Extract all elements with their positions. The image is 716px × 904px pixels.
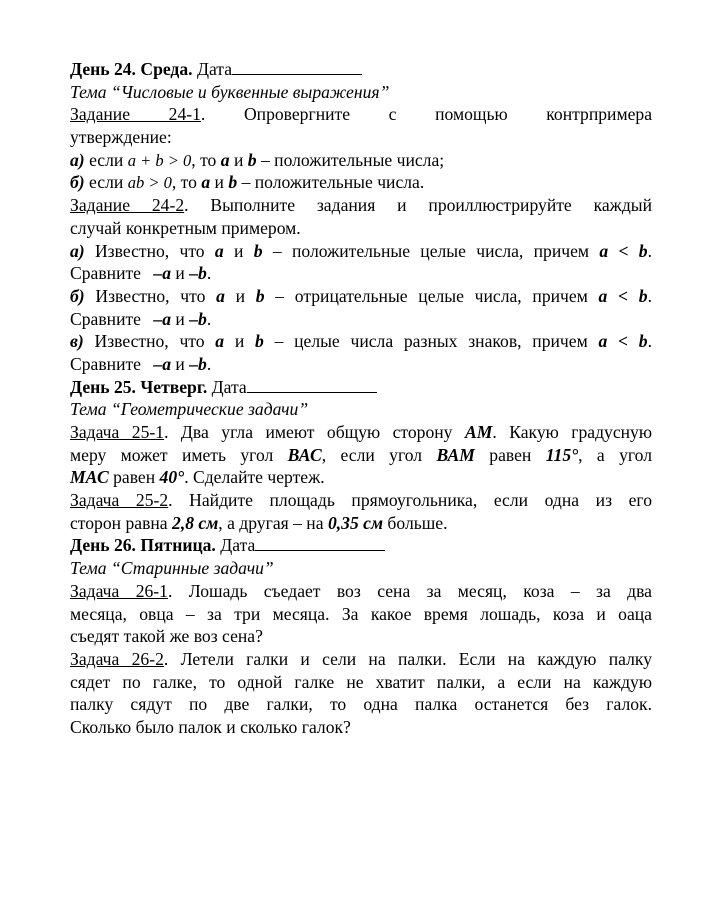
task-26-2-line1 [70,648,652,671]
degree-value: 40° [159,467,185,488]
item-label: б) [70,285,85,306]
ray-am: АМ [464,422,493,442]
var-a: a [201,172,211,193]
conj: и [175,263,185,284]
conj: и [234,240,244,261]
task-text: . Сделайте чертеж. [184,467,325,488]
task-24-1-line2: утверждение: [70,127,172,148]
item-a-label: а) [70,149,85,170]
task-text: больше. [387,512,448,533]
task-24-2-line1 [70,194,652,217]
day24-date-label: Дата [196,59,233,79]
task-text: , а другая – на [218,512,324,533]
task-25-2-label: Задача 25-2 [70,490,169,511]
period: . [206,353,212,374]
day24-date-blank [232,60,362,75]
task-text: , а угол [578,444,653,465]
task-26-1-line1 [70,580,652,603]
var-b: b [247,149,257,170]
document-page [70,58,652,739]
angle-bac: ВАС [287,444,322,465]
task-25-1-label: Задача 25-1 [70,422,165,442]
day26-heading-line [70,534,652,557]
task-24-1-label: Задание 24-1 [70,104,201,125]
task-24-2-line2: случай конкретным примером. [70,217,301,238]
task-24-2-item-a [70,240,652,263]
task-26-1-label: Задача 26-1 [70,580,168,601]
task-24-1-item-b [70,171,652,194]
task-25-1-line1 [70,421,652,444]
neg-b: –b [189,353,207,374]
conj: и [235,285,246,306]
period: . [647,285,652,306]
neg-b: –b [189,308,207,329]
day26-date-blank [255,536,385,551]
item-b-label: б) [70,172,85,193]
angle-bam: ВАМ [436,444,475,465]
day26-heading: День 26. Пятница. [70,535,216,556]
task-24-2-item-b [70,285,652,308]
neg-a: –a [153,353,171,374]
conj: и [234,331,245,352]
item-post: – целые числа разных знаков, причем [274,331,588,352]
conj: и [214,172,224,193]
var-b: b [255,285,265,306]
period: . [206,308,212,329]
item-comparison: a < b [599,240,648,261]
day25-date-blank [247,378,377,393]
task-text: , если угол [321,444,423,465]
item-b-pre: если [89,172,124,193]
item-b-post: – положительные числа. [241,172,425,193]
task-25-2-line2 [70,512,652,535]
side-value: 0,35 см [327,512,384,533]
task-26-1-line3: съедят такой же воз сена? [70,626,263,647]
task-text: меру может иметь угол [70,444,274,465]
item-comparison: a < b [598,331,648,352]
item-pre: Известно, что [94,240,205,261]
degree-value: 115° [545,444,579,465]
item-a-mid: , то [191,149,217,170]
task-24-1-line1 [70,103,652,126]
task-text: равен [113,467,156,488]
task-text: . Летели галки и сели на палки. Если на каждую палку [163,648,653,669]
task-26-2-line3: палку сядут по две галки, то одна палка останется без галок. [70,694,652,715]
task-text: равен [489,444,532,465]
task-24-2-item-a-compare [70,262,652,285]
var-a: a [216,285,225,306]
compare-word: Сравните [70,263,141,284]
task-25-1-line2 [70,444,652,467]
conj: и [175,353,185,374]
period: . [647,240,652,261]
day24-heading-line [70,58,652,81]
task-26-2-line4: Сколько было палок и сколько галок? [70,716,351,737]
task-24-1-text: . Опровергните с помощью контрпримера [200,104,653,125]
item-a-post: – положительные числа; [260,149,445,170]
var-a: a [214,240,224,261]
task-text: . Лошадь съедает воз сена за месяц, коза – за два [167,580,652,601]
period: . [206,263,212,284]
conj: и [233,149,244,170]
conj: и [175,308,185,329]
item-b-math: ab > 0 [127,173,172,193]
day25-date-label: Дата [211,376,247,397]
compare-word: Сравните [70,308,141,329]
var-b: b [253,240,263,261]
neg-b: –b [189,263,207,284]
task-text: . Найдите площадь прямоугольника, если одна из его [168,490,653,511]
neg-a: –a [153,308,171,329]
task-24-2-text: . Выполните задания и проиллюстрируйте каждый [184,195,653,216]
period: . [647,331,652,352]
var-b: b [255,331,264,352]
task-26-2-line2: сядет по галке, то одной галке не хватит палки, а если на каждую [70,671,652,692]
day25-heading: День 25. Четверг. [70,376,208,397]
item-b-mid: , то [171,172,197,193]
item-pre: Известно, что [94,331,205,352]
item-a-math: a + b > 0 [127,150,192,170]
side-value: 2,8 см [172,512,219,533]
task-24-2-item-c-compare [70,353,652,376]
var-b: b [228,172,238,193]
day25-theme: Тема “Геометрические задачи” [70,399,309,420]
task-25-2-line1 [70,489,652,512]
day24-theme: Тема “Числовые и буквенные выражения” [70,81,390,102]
task-24-2-item-b-compare [70,308,652,331]
item-comparison: a < b [598,285,648,306]
day25-heading-line [70,376,652,399]
task-24-2-item-c [70,330,652,353]
item-a-pre: если [89,149,124,170]
angle-mac: МАС [70,467,109,488]
day26-date-label: Дата [220,535,256,556]
task-24-1-item-a [70,149,652,172]
item-label: в) [70,331,84,352]
task-26-1-line2: месяца, овца – за три месяца. За какое время лошадь, коза и оаца [70,603,652,624]
task-26-2-label: Задача 26-2 [70,648,164,669]
task-24-2-label: Задание 24-2 [70,195,185,216]
var-a: a [215,331,225,352]
day26-theme: Тема “Старинные задачи” [70,558,274,579]
item-label: а) [70,240,85,261]
item-post: – отрицательные целые числа, причем [275,285,588,306]
day24-heading: День 24. Среда. [70,59,193,79]
task-25-1-line3 [70,466,652,489]
compare-word: Сравните [70,353,141,374]
item-pre: Известно, что [95,285,206,306]
task-text: . Два угла имеют общую сторону [164,422,453,442]
task-text: . Какую градусную [492,422,652,442]
task-text: сторон равна [70,512,168,533]
neg-a: –a [153,263,171,284]
var-a: a [220,149,230,170]
item-post: – положительные целые числа, причем [272,240,590,261]
